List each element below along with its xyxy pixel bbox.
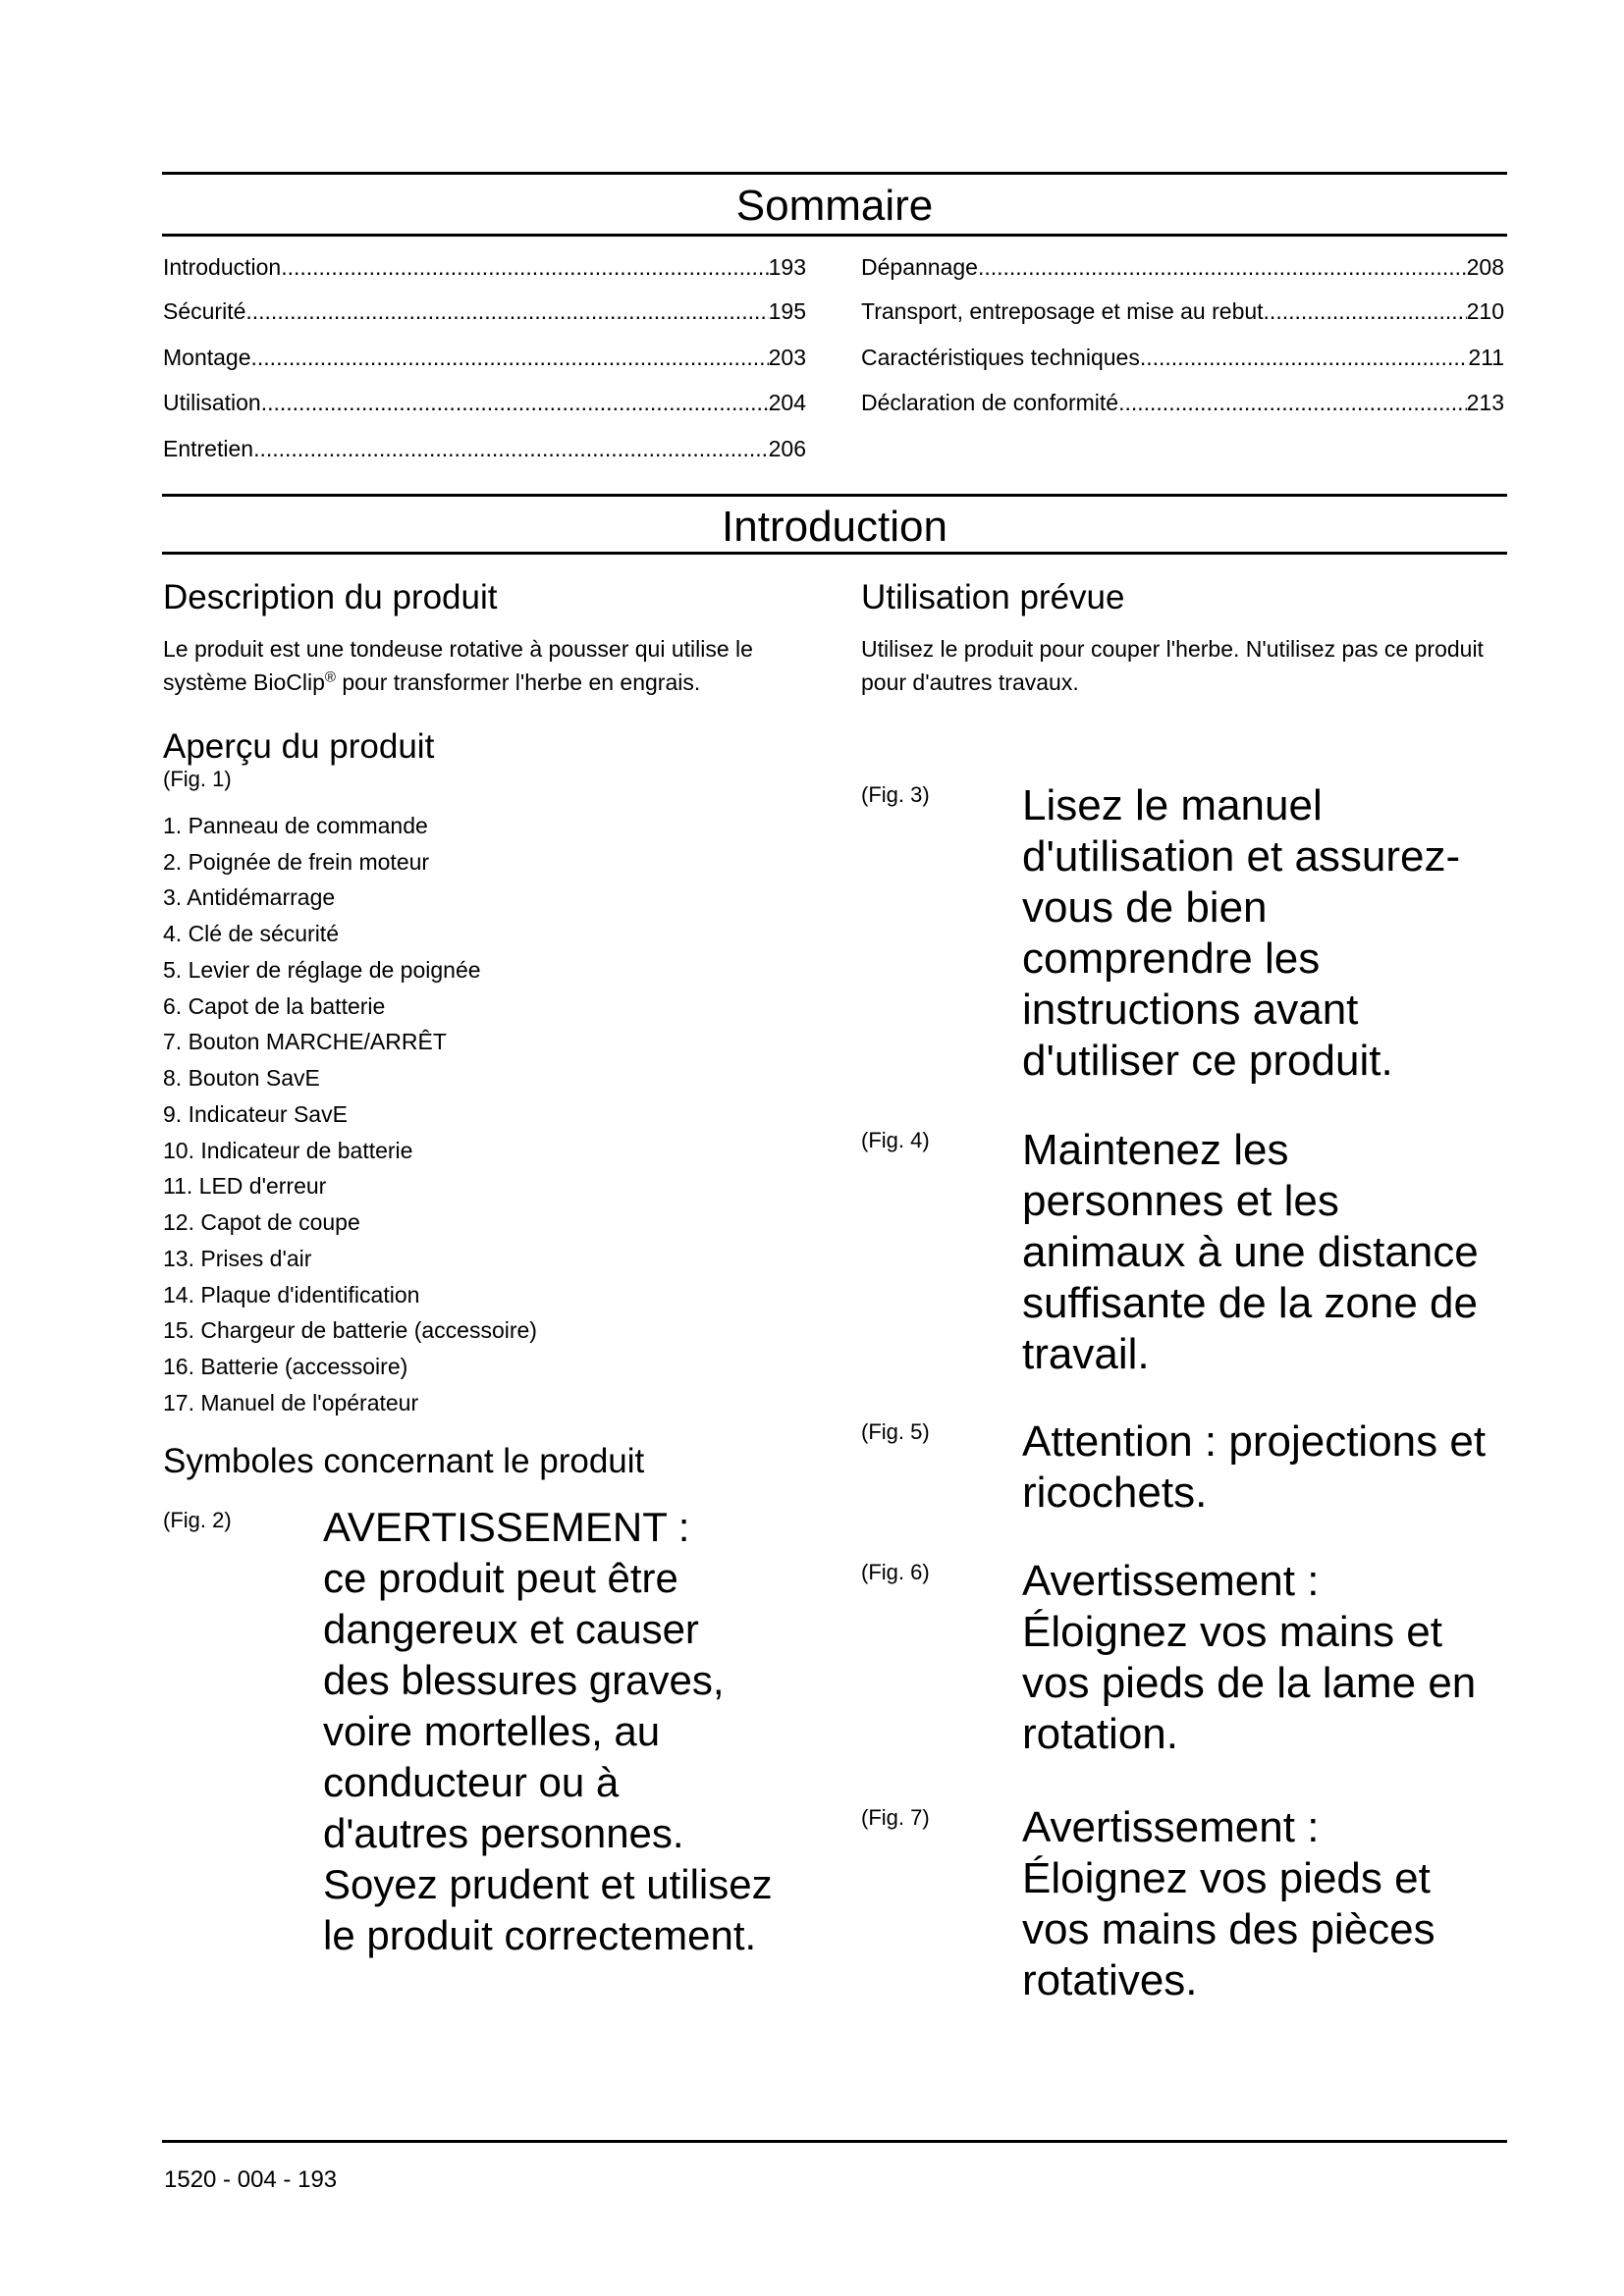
toc-leader xyxy=(245,296,768,326)
fig3-line: d'utilisation et assurez- xyxy=(1022,832,1461,881)
toc-entry-page: 204 xyxy=(768,390,806,415)
fig4-text xyxy=(1022,1125,1479,1380)
fig7-line: Avertissement : xyxy=(1022,1803,1320,1851)
fig3-line: Lisez le manuel xyxy=(1022,781,1323,829)
toc-entry-depannage[interactable] xyxy=(861,252,1504,282)
fig3-line: comprendre les xyxy=(1022,934,1321,983)
list-item: 10. Indicateur de batterie xyxy=(163,1138,413,1163)
description-text xyxy=(163,632,811,699)
list-item: 1. Panneau de commande xyxy=(163,813,428,838)
fig7-line: rotatives. xyxy=(1022,1956,1198,2004)
toc-entry-introduction[interactable] xyxy=(163,252,806,282)
list-item: 4. Clé de sécurité xyxy=(163,921,339,946)
toc-entry-securite[interactable] xyxy=(163,296,806,326)
toc-entry-declaration[interactable] xyxy=(861,388,1504,417)
toc-top-rule xyxy=(162,172,1507,175)
list-item: 6. Capot de la batterie xyxy=(163,993,386,1019)
overview-fig-ref: (Fig. 1) xyxy=(163,767,232,791)
description-heading: Description du produit xyxy=(163,578,498,616)
list-item: 14. Plaque d'identification xyxy=(163,1282,420,1308)
toc-bottom-rule xyxy=(162,234,1507,237)
intro-title: Introduction xyxy=(722,503,947,551)
toc-leader xyxy=(978,252,1467,282)
toc-entry-page: 195 xyxy=(768,298,806,324)
toc-title: Sommaire xyxy=(735,182,934,230)
fig2-line: ce produit peut être xyxy=(323,1555,678,1601)
fig6-line: Éloignez vos mains et xyxy=(1022,1608,1442,1656)
fig3-text xyxy=(1022,780,1460,1087)
toc-leader xyxy=(261,388,769,417)
toc-entry-page: 203 xyxy=(768,345,806,370)
list-item: 12. Capot de coupe xyxy=(163,1209,360,1235)
fig6-text xyxy=(1022,1556,1476,1760)
fig2-line: d'autres personnes. xyxy=(323,1810,684,1856)
list-item: 9. Indicateur SavE xyxy=(163,1101,348,1127)
fig2-ref: (Fig. 2) xyxy=(163,1508,232,1532)
toc-entry-page: 208 xyxy=(1466,254,1504,280)
fig4-line: suffisante de la zone de xyxy=(1022,1279,1478,1327)
toc-entry-label: Introduction xyxy=(163,254,282,280)
list-item: 7. Bouton MARCHE/ARRÊT xyxy=(163,1029,447,1054)
toc-entry-transport[interactable] xyxy=(861,296,1504,326)
fig2-line: Soyez prudent et utilisez xyxy=(323,1861,773,1907)
toc-entry-label: Sécurité xyxy=(163,298,246,324)
overview-heading: Aperçu du produit xyxy=(163,727,435,766)
symbols-heading: Symboles concernant le produit xyxy=(163,1442,645,1480)
intended-use-text: Utilisez le produit pour couper l'herbe. N'utilisez pas ce produit pour d'autres travaux. xyxy=(861,636,1484,695)
fig6-ref: (Fig. 6) xyxy=(861,1560,930,1584)
intro-top-rule xyxy=(162,494,1507,497)
list-item: 17. Manuel de l'opérateur xyxy=(163,1390,419,1415)
fig4-line: animaux à une distance xyxy=(1022,1228,1479,1276)
toc-leader xyxy=(281,252,768,282)
list-item: 15. Chargeur de batterie (accessoire) xyxy=(163,1317,537,1343)
fig7-ref: (Fig. 7) xyxy=(861,1805,930,1830)
toc-entry-page: 193 xyxy=(768,254,806,280)
fig2-line: le produit correctement. xyxy=(323,1912,757,1958)
list-item: 16. Batterie (accessoire) xyxy=(163,1354,408,1379)
toc-leader xyxy=(1140,343,1469,372)
fig3-line: instructions avant xyxy=(1022,986,1359,1034)
intended-use-heading: Utilisation prévue xyxy=(861,578,1125,616)
fig4-line: Maintenez les xyxy=(1022,1126,1289,1174)
toc-entry-page: 211 xyxy=(1468,345,1504,370)
toc-entry-utilisation[interactable] xyxy=(163,388,806,417)
fig2-warning-text xyxy=(323,1502,773,1961)
toc-entry-montage[interactable] xyxy=(163,343,806,372)
fig4-line: travail. xyxy=(1022,1330,1150,1378)
list-item: 8. Bouton SavE xyxy=(163,1065,320,1091)
description-text-part2: pour transformer l'herbe en engrais. xyxy=(335,669,701,695)
toc-left-column xyxy=(163,252,806,478)
list-item: 13. Prises d'air xyxy=(163,1246,312,1271)
footer-page-number: 193 xyxy=(298,2166,338,2193)
fig7-text xyxy=(1022,1802,1435,2006)
fig2-line: des blessures graves, xyxy=(323,1657,725,1703)
toc-leader xyxy=(1118,388,1467,417)
toc-leader xyxy=(251,343,769,372)
toc-entry-page: 213 xyxy=(1466,390,1504,415)
toc-entry-label: Montage xyxy=(163,345,251,370)
fig2-line: dangereux et causer xyxy=(323,1606,699,1652)
footer-rule xyxy=(162,2140,1507,2143)
intro-bottom-rule xyxy=(162,552,1507,555)
description-text-part1: Le produit est une tondeuse rotative à pousser qui utilise le système BioClip xyxy=(163,636,753,695)
toc-entry-page: 206 xyxy=(768,436,806,461)
toc-entry-entretien[interactable] xyxy=(163,434,806,463)
fig7-line: vos mains des pièces xyxy=(1022,1905,1435,1953)
page-footer xyxy=(164,2165,337,2195)
toc-leader xyxy=(1264,296,1467,326)
fig2-line: AVERTISSEMENT : xyxy=(323,1504,690,1550)
toc-entry-label: Déclaration de conformité xyxy=(861,390,1119,415)
fig6-line: vos pieds de la lame en xyxy=(1022,1659,1477,1707)
list-item: 3. Antidémarrage xyxy=(163,884,336,910)
footer-doc-code: 1520 - 004 - xyxy=(164,2166,292,2193)
fig4-ref: (Fig. 4) xyxy=(861,1128,930,1152)
fig3-line: d'utiliser ce produit. xyxy=(1022,1037,1393,1085)
toc-entry-label: Transport, entreposage et mise au rebut xyxy=(861,298,1264,324)
toc-entry-label: Caractéristiques techniques xyxy=(861,345,1140,370)
fig2-line: voire mortelles, au xyxy=(323,1708,661,1754)
toc-entry-page: 210 xyxy=(1466,298,1504,324)
registered-mark: ® xyxy=(324,668,336,686)
fig3-ref: (Fig. 3) xyxy=(861,782,930,807)
toc-leader xyxy=(253,434,769,463)
fig3-line: vous de bien xyxy=(1022,883,1268,932)
toc-entry-label: Utilisation xyxy=(163,390,261,415)
list-item: 11. LED d'erreur xyxy=(163,1173,327,1199)
fig2-line: conducteur ou à xyxy=(323,1759,620,1805)
toc-right-column xyxy=(861,252,1504,429)
toc-entry-label: Dépannage xyxy=(861,254,978,280)
fig4-line: personnes et les xyxy=(1022,1177,1339,1225)
fig6-line: rotation. xyxy=(1022,1710,1178,1758)
fig5-line: ricochets. xyxy=(1022,1468,1208,1517)
fig5-text xyxy=(1022,1416,1486,1519)
fig7-line: Éloignez vos pieds et xyxy=(1022,1854,1431,1902)
toc-entry-label: Entretien xyxy=(163,436,254,461)
list-item: 5. Levier de réglage de poignée xyxy=(163,957,481,983)
list-item: 2. Poignée de frein moteur xyxy=(163,849,430,875)
fig6-line: Avertissement : xyxy=(1022,1557,1320,1605)
fig5-line: Attention : projections et xyxy=(1022,1417,1487,1466)
toc-entry-caracteristiques[interactable] xyxy=(861,343,1504,372)
fig5-ref: (Fig. 5) xyxy=(861,1419,930,1444)
